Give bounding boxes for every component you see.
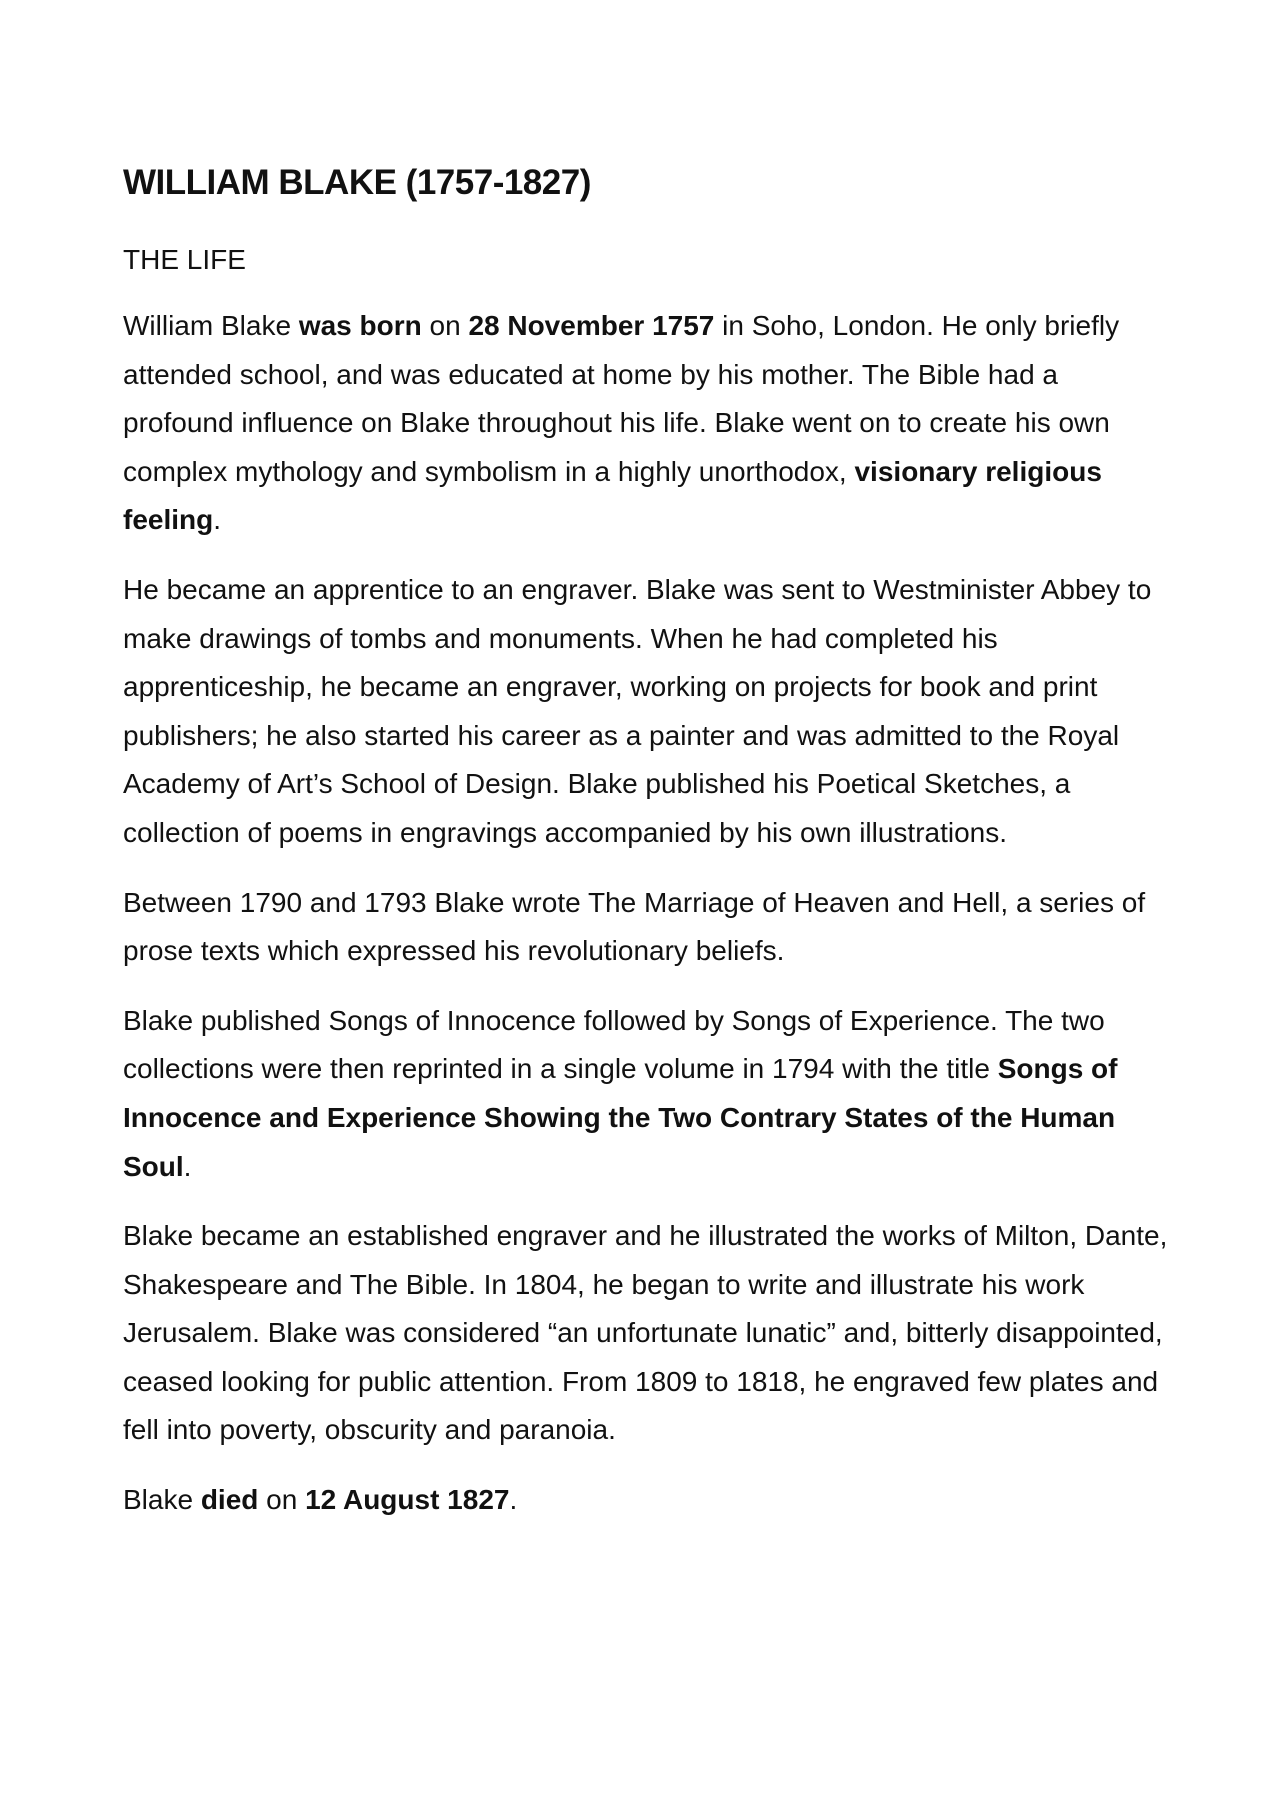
text-segment: . [509, 1484, 518, 1516]
bold-segment: Songs of Innocence and Experience Showing the Two Contrary States of the Human Soul [123, 1053, 1118, 1182]
paragraph-songs [123, 997, 1173, 1191]
bold-segment: died [200, 1484, 259, 1516]
text-segment: William Blake [123, 310, 299, 341]
text-segment: on [421, 310, 469, 341]
paragraph-death [123, 1476, 1173, 1525]
text-segment: . [183, 1150, 192, 1182]
bold-segment: visionary religious feeling [123, 455, 1102, 536]
text-segment: on [258, 1484, 306, 1516]
text-segment: Blake became an established engraver and he illustrated the works of Milton, Dante, Shakespeare and The Bible. In 1804, he began to write and illustrate his work Jerusalem. Blake was considered “an unfortunate lunatic” and, bitterly disappointed, ceased looking for public attention. From 1809 to 1818, he engraved few plates and fell into poverty, obscurity and paranoia. [123, 1220, 1168, 1446]
text-segment: Blake [123, 1484, 201, 1516]
text-segment: Between 1790 and 1793 Blake wrote The Marriage of Heaven and Hell, a series of prose texts which expressed his revolutionary beliefs. [123, 886, 1146, 967]
paragraph-birth [123, 302, 1173, 545]
document-page [123, 150, 1173, 1546]
paragraph-later-life [123, 1212, 1173, 1455]
text-segment: in Soho, London. He only briefly attended school, and was educated at home by his mother. The Bible had a profound influence on Blake throughout his life. Blake went on to create his own complex mythology and symbolism in a highly unorthodox, [123, 310, 1120, 487]
document-title: WILLIAM BLAKE (1757-1827) [123, 163, 591, 202]
bold-segment: was born [298, 310, 422, 341]
bold-segment: 28 November 1757 [468, 310, 715, 341]
bold-segment: 12 August 1827 [305, 1484, 510, 1516]
text-segment: He became an apprentice to an engraver. Blake was sent to Westminister Abbey to make drawings of tombs and monuments. When he had completed his apprenticeship, he became an engraver, working on projects for book and print publishers; he also started his career as a painter and was admitted to the Royal Academy of Art’s School of Design. Blake published his Poetical Sketches, a collection of poems in engravings accompanied by his own illustrations. [123, 573, 1152, 848]
paragraph-marriage-heaven-hell [123, 879, 1173, 976]
text-segment: Blake published Songs of Innocence followed by Songs of Experience. The two collections were then reprinted in a single volume in 1794 with the title [123, 1004, 1105, 1085]
section-heading: THE LIFE [123, 244, 246, 275]
paragraph-apprenticeship [123, 566, 1173, 858]
text-segment: . [213, 504, 222, 536]
